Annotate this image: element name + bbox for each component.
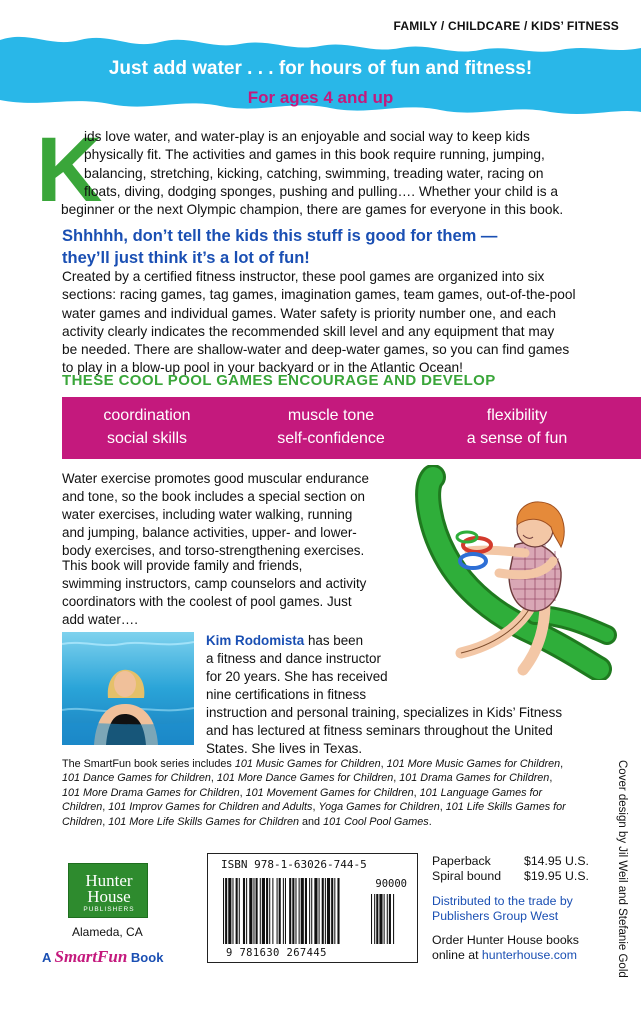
barcode-bar [319,878,320,944]
barcode-bar [262,878,265,944]
logo-text: Hunter [85,871,133,890]
exercise-paragraph [62,470,402,560]
barcode-bar [225,878,227,944]
audience-paragraph [62,557,402,629]
cover-design-credit: Cover design by Jil Weil and Stefanie Gold [616,760,628,978]
skill-social-skills: social skills [106,430,187,447]
intro-line: physically fit. The activities and games in this book require running, jumping, [84,147,545,163]
smartfun-logo: SmartFun [54,947,128,966]
barcode-bar [239,878,240,944]
barcode-bar [299,878,300,944]
skill-muscle-tone: muscle tone [287,407,375,424]
intro-line: beginner or the next Olympic champion, there are games for everyone in this book. [61,202,564,218]
barcode-bar [285,878,286,944]
series-title: 101 Drama Games for Children [399,772,550,785]
exercise-line: and tone, so the book includes a special section on [62,489,365,504]
barcode-bar [256,878,258,944]
barcode-bar [379,894,382,944]
barcode-bar [272,878,273,944]
author-bio [206,632,616,758]
author-bio-line: nine certifications in fitness [206,687,367,702]
series-title: 101 More Music Games for Children [386,758,561,770]
author-bio-line: instruction and personal training, specializes in Kids’ Fitness [206,705,563,720]
price-value: $19.95 U.S. [524,869,589,883]
description-line: water games and individual games. Water safety is priority number one, and each [62,305,557,321]
price-list [432,854,589,884]
author-bio-line: and has lectured at fitness seminars throughout the United [206,723,553,738]
exercise-line: water exercises, including water walking, running [62,507,353,522]
barcode-bar [384,894,385,944]
category-label: FAMILY / CHILDCARE / KIDS’ FITNESS [393,19,619,33]
order-info: Order Hunter House books online at hunterhouse.com [432,933,579,962]
barcode-bar [337,878,339,944]
headline [62,225,622,269]
exercise-line: body exercises, and torso-strengthening exercises. [62,543,365,558]
intro-line: ids love water, and water-play is an enjoyable and social way to keep kids [84,129,530,144]
headline-line: Shhhhh, don’t tell the kids this stuff is good for them — [62,227,498,245]
drop-cap: K [36,119,103,221]
smartfun-series-mark: A SmartFun Book [42,947,164,966]
series-title: Children [62,801,103,814]
barcode-bar [266,878,268,944]
barcode-bar [295,878,296,944]
headline-line: they’ll just think it’s a lot of fun! [62,249,310,267]
barcode-bar [243,878,245,944]
description-line: sections: racing games, tag games, imagination games, team games, out-of-the-pool [62,287,576,303]
age-range: For ages 4 and up [247,88,394,107]
barcode-bar [249,878,252,944]
audience-line: This book will provide family and friends, [62,558,303,573]
skills-band [62,397,641,459]
audience-line: add water…. [62,612,138,627]
barcode-bar [314,878,317,944]
barcode-bar [253,878,254,944]
series-title: 101 Cool Pool Games [323,815,429,828]
barcode-bar [305,878,307,944]
skill-coordination: coordination [103,407,191,424]
series-title: 101 Dance Games for Children [62,772,211,785]
barcode-bar [327,878,330,944]
barcode-bar [232,878,233,944]
series-title: 101 More Drama Games for Children [62,786,240,799]
barcode-bar [311,878,312,944]
author-name: Kim Rodomista [206,633,305,648]
series-title: 101 Life Skills Games for [445,801,566,814]
series-title: 101 Improv Games for Children and Adults [108,801,313,814]
description-line: activity clearly indicates the recommended skill level and any equipment that may [62,323,555,339]
barcode-block [207,853,418,963]
intro-line: floats, diving, dodging sponges, pushing and pulling…. Whether your child is a [84,183,559,199]
price-format: Spiral bound [432,869,502,883]
author-bio-line: for 20 years. She has received [206,669,388,684]
develop-title: THESE COOL POOL GAMES ENCOURAGE AND DEVELOP [62,372,496,389]
logo-text: House [87,887,131,906]
series-title: 101 Language Games for [419,786,543,799]
description-line: be needed. There are shallow-water and deep-water games, so you can find games [62,342,570,358]
series-title: Children [62,815,103,828]
barcode-bar [228,878,231,944]
description-line: to play in a blow-up pool in your backyard or in the Atlantic Ocean! [62,360,463,376]
author-photo [62,632,194,745]
barcode-bar [301,878,304,944]
barcode-bar [334,878,335,944]
barcode-bar [389,894,391,944]
barcode-bar [277,878,278,944]
barcode-bar [376,894,378,944]
exercise-line: Water exercise promotes good muscular endurance [62,471,369,486]
price-format: Paperback [432,854,491,868]
barcode-bar [279,878,281,944]
barcode-bar [236,878,238,944]
barcode-bar [322,878,324,944]
description-paragraph [62,268,622,378]
series-title: 101 Music Games for Children [234,758,381,770]
barcode-bar [246,878,247,944]
price-code: 90000 [375,878,407,890]
order-url-link[interactable]: hunterhouse.com [481,948,577,962]
audience-line: swimming instructors, camp counselors and activity [62,576,367,591]
header-banner [0,0,641,118]
series-title: Yoga Games for Children [318,801,440,814]
series-title: 101 More Dance Games for Children [216,772,394,785]
barcode-bar [283,878,284,944]
publisher-location: Alameda, CA [72,925,143,939]
isbn-label: ISBN 978-1-63026-744-5 [221,858,367,871]
exercise-line: and jumping, balance activities, upper- and lower- [62,525,357,540]
intro-line: balancing, stretching, kicking, catching, swimming, treading water, racing on [84,165,544,181]
series-title: 101 Movement Games for Children [245,786,414,799]
series-title: 101 More Life Skills Games for Children [108,815,300,828]
barcode-bar [374,894,375,944]
barcode-bar [292,878,294,944]
logo-text: PUBLISHERS [83,906,135,913]
description-line: Created by a certified fitness instructor, these pool games are organized into six [62,269,545,284]
intro-paragraph [36,119,620,221]
price-row [432,869,589,884]
skill-sense-of-fun: a sense of fun [466,430,568,447]
series-list: The SmartFun book series includes 101 Music Games for Children, 101 More Music Games for Children, 101 Dance Games for Children, 101 More Dance Games for Children, 101 Drama Games for Children, 101 More Drama Games for Children, 101 Movement Games for Children, 101 Language Games for Children, 101 Improv Games for Children and Adults, Yoga Games for Children, 101 Life Skills Games for Children, 101 More Life Skills Games for Children and 101 Cool Pool Games. [62,758,566,828]
distribution-note: Distributed to the trade by Publishers Group West [432,894,573,923]
tagline: Just add water . . . for hours of fun and fitness! [108,58,533,79]
price-value: $14.95 U.S. [524,854,589,868]
barcode-bar [260,878,261,944]
barcode-bar [223,878,224,944]
barcode-bar [387,894,388,944]
audience-line: coordinators with the coolest of pool games. Just [62,594,352,609]
barcode-bar [331,878,333,944]
skill-self-confidence: self-confidence [277,430,385,447]
publisher-logo [68,863,148,918]
author-bio-line: has been [304,633,364,648]
barcode-bar [269,878,270,944]
barcode-digits: 9 781630 267445 [226,947,327,959]
barcode-bar [309,878,310,944]
barcode-bar [325,878,326,944]
barcode-bar [393,894,394,944]
skill-flexibility: flexibility [486,407,548,424]
barcode-bar [371,894,372,944]
author-bio-line: a fitness and dance instructor [206,651,381,666]
price-row [432,854,589,869]
barcode-bar [289,878,291,944]
author-bio-line: States. She lives in Texas. [206,741,363,756]
